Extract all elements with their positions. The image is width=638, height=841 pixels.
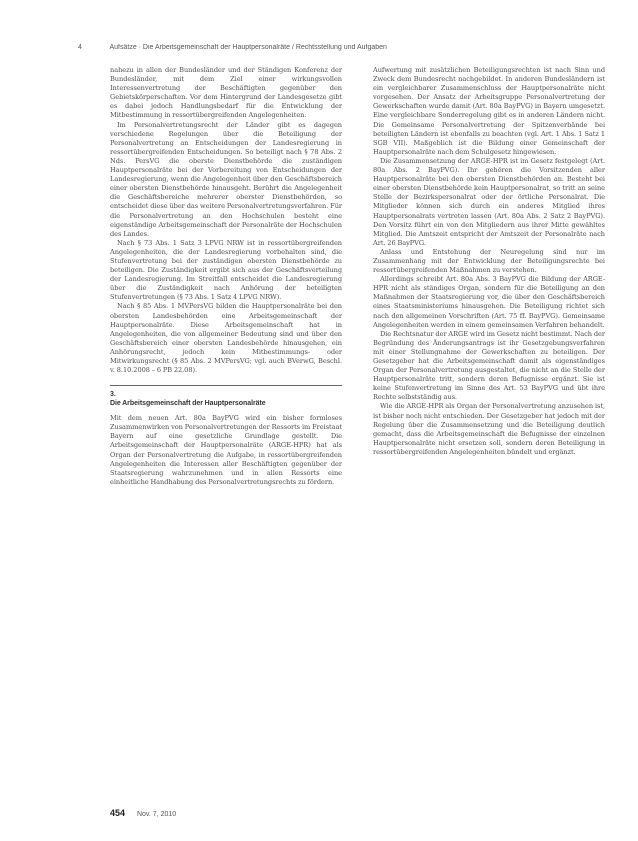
left-column: [110, 66, 342, 487]
paragraph: Die Zusammensetzung der ARGE-HPR ist im Gesetz festgelegt (Art. 80a Abs. 2 BayPVG). Ihr gehören die Vorsitzenden aller Hauptpersonalräte bei den obersten Dienstbehörden an. Besteht bei einer obersten Dienstbehörde kein Hauptpersonalrat, so tritt an seine Stelle der Bezirkspersonalrat oder der örtliche Personalrat. Die Mitglieder können sich durch ein anderes Mitglied ihres Hauptpersonalrats vertreten lassen (Art. 80a Abs. 2 Satz 2 BayPVG). Den Vorsitz führt ein von den Mitgliedern aus ihrer Mitte gewähltes Mitglied. Die Amtszeit entspricht der Amtszeit der Personalräte nach Art. 26 BayPVG.: [373, 156, 605, 247]
footer-page-number: 454: [110, 808, 126, 818]
footer-issue: Nov. 7, 2010: [136, 811, 177, 818]
section-title: Die Arbeitsgemeinschaft der Hauptpersonalräte: [110, 400, 266, 408]
paragraph: Im Personalvertretungsrecht der Länder gibt es dagegen verschiedene Regelungen über die Beteiligung der Personalvertretung an Entscheidungen der Landesregierung in ressortübergreifenden Entscheidungen. So beteiligt nach § 78 Abs. 2 Nds. PersVG die oberste Dienstbehörde die zuständigen Hauptpersonalräte bei der Vorbereitung von Entscheidungen der Landesregierung, wenn die Angelegenheit über den Geschäftsbereich einer obersten Dienstbehörde hinausgeht. Berührt die Angelegenheit die Geschäftsbereiche mehrerer oberster Dienstbehörden, so entscheidet diese über das weitere Personalvertretungsverfahren. Für die Personalvertretung an den Hochschulen besteht eine eigenständige Arbeitsgemeinschaft der Personalräte der Hochschulen des Landes.: [110, 120, 342, 238]
paragraph: Allerdings schreibt Art. 80a Abs. 3 BayPVG die Bildung der ARGE-HPR nicht als ständiges Organ, sondern für die Beteiligung an den Maßnahmen der Staatsregierung vor, die über den Geschäftsbereich eines Staatsministeriums hinausgehen. Die Beteiligung richtet sich nach den allgemeinen Vorschriften (Art. 75 ff. BayPVG). Gemeinsame Angelegenheiten werden in einem gemeinsamen Verfahren behandelt.: [373, 275, 605, 329]
header-page-number: 4: [78, 44, 82, 51]
paragraph: Mit dem neuen Art. 80a BayPVG wird ein bisher formloses Zusammenwirken von Personalvertretungen der Ressorts im Freistaat Bayern auf eine gesetzliche Grundlage gestellt. Die Arbeitsgemeinschaft der Hauptpersonalräte (ARGE-HPR) hat als Organ der Personalvertretung die Aufgabe, in ressortübergreifenden Angelegenheiten die Interessen aller Beschäftigten gegenüber der Staatsregierung wahrzunehmen und in allen Ressorts eine einheitliche Handhabung des Personalvertretungsrechts zu fördern.: [110, 414, 342, 486]
paragraph: Die Rechtsnatur der ARGE wird im Gesetz nicht bestimmt. Nach der Begründung des Änderungsantrags ist ihr Gesetzgebungsverfahren mit einer Stellungnahme der Gewerkschaften zu beteiligen. Der Gesetzgeber hat die Arbeitsgemeinschaft damit als eigenständiges Organ der Personalvertretung ausgestaltet, die nicht an die Stelle der Hauptpersonalräte tritt, sondern deren Befugnisse ergänzt. Sie ist keine Stufenvertretung im Sinne des Art. 53 BayPVG und übt ihre Rechte selbstständig aus.: [373, 329, 605, 402]
page-footer: [110, 808, 176, 818]
section-heading: [110, 385, 342, 408]
paragraph: Wie die ARGE-HPR als Organ der Personalvertretung anzusehen ist, ist bisher noch nicht entschieden. Der Gesetzgeber hat jedoch mit der Regelung über die Zusammensetzung und die Beteiligung deutlich gemacht, dass die Arbeitsgemeinschaft die Befugnisse der einzelnen Hauptpersonalräte nicht ersetzen soll, sondern deren Beteiligung in ressortübergreifenden Angelegenheiten bündelt und ergänzt.: [373, 402, 605, 456]
running-header: [78, 44, 578, 51]
paragraph: Nach § 73 Abs. 1 Satz 3 LPVG NRW ist in ressortübergreifenden Angelegenheiten, die der Landesregierung vorbehalten sind, die Stufenvertretung bei der zuständigen obersten Dienstbehörde zu beteiligen. Die Zuständigkeit ergibt sich aus der Geschäftsverteilung der Landesregierung. Im Streitfall entscheidet die Landesregierung über die Zuständigkeit nach Anhörung der beteiligten Stufenvertretungen (§ 73 Abs. 1 Satz 4 LPVG NRW).: [110, 238, 342, 302]
paragraph: Aufwertung mit zusätzlichen Beteiligungsrechten ist nach Sinn und Zweck dem Bundesrecht nachgebildet. In anderen Bundesländern ist ein vergleichbarer Zusammenschluss der Hauptpersonalräte nicht vorgesehen. Der Ansatz der Arbeitsgruppe Personalvertretung der Gewerkschaften wurde damit (Art. 80a BayPVG) in Bayern umgesetzt. Eine vergleichbare Sonderregelung gibt es in anderen Ländern nicht. Die Gemeinsame Personalvertretung der Spitzenverbände bei beteiligten Ländern ist ebenfalls zu beachten (vgl. Art. 1 Abs. 1 Satz 1 SGB VII). Maßgeblich ist die Bildung einer Gemeinschaft der Hauptpersonalräte nach dem Schulgesetz hingewiesen.: [373, 66, 605, 156]
section-number: 3.: [110, 391, 116, 399]
paragraph: Anlass und Entstehung der Neuregelung sind nur im Zusammenhang mit der Entwicklung der Beteiligungsrechte bei ressortübergreifenden Maßnahmen zu verstehen.: [373, 247, 605, 275]
running-title: Aufsätze · Die Arbeitsgemeinschaft der Hauptpersonalräte / Rechtsstellung und Aufgaben: [109, 44, 387, 51]
paragraph: Nach § 85 Abs. 1 MVPersVG bilden die Hauptpersonalräte bei den obersten Landesbehörden eine Arbeitsgemeinschaft der Hauptpersonalräte. Diese Arbeitsgemeinschaft hat in Angelegenheiten, die von allgemeiner Bedeutung sind und über den Geschäftsbereich einer obersten Landesbehörde hinausgehen, ein Anhörungsrecht, jedoch kein Mitbestimmungs- oder Mitwirkungsrecht (§ 85 Abs. 2 MVPersVG; vgl. auch BVerwG, Beschl. v. 8.10.2008 – 6 PB 22.08).: [110, 302, 342, 375]
right-column: [373, 66, 605, 457]
paragraph: nahezu in allen der Bundesländer und der Ständigen Konferenz der Bundesländer, mit dem Ziel einer wirkungsvollen Interessenvertretung der Beschäftigten gegenüber den Gebietskörperschaften. Vor dem Hintergrund der Landesgesetze gibt es dabei jedoch Handlungsbedarf für die Entwicklung der Mitbestimmung in ressortübergreifenden Angelegenheiten.: [110, 66, 342, 120]
